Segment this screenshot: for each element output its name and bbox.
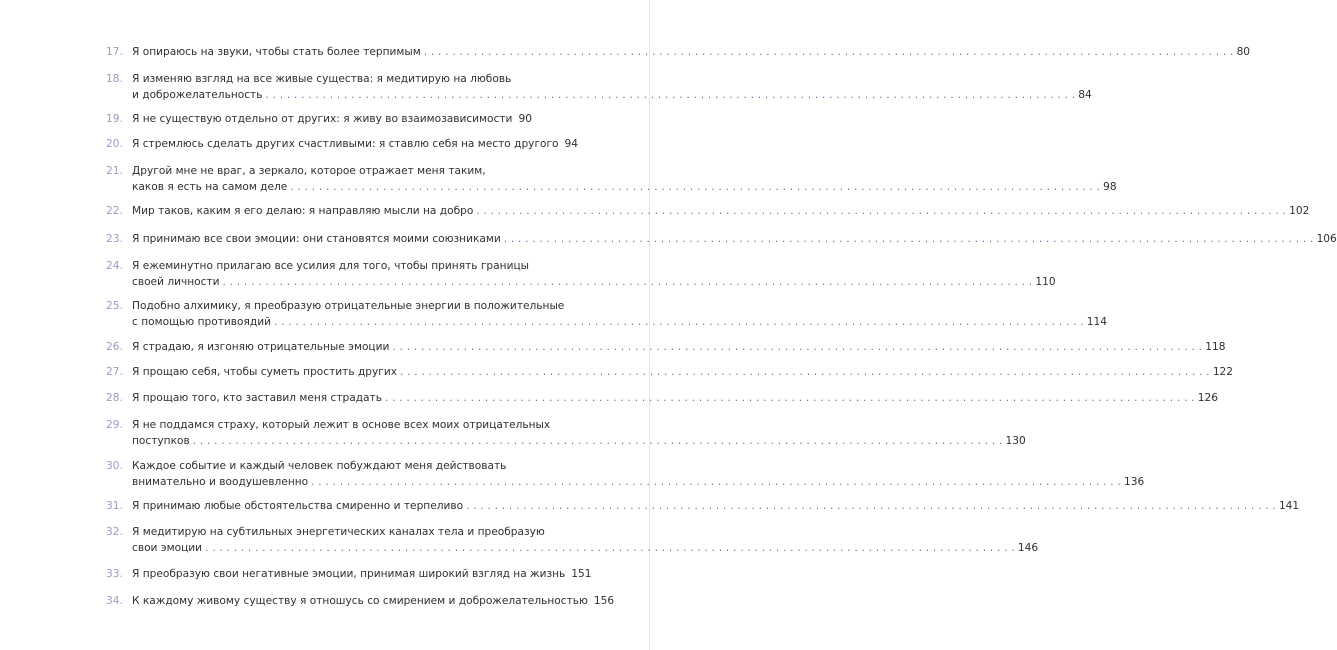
toc-entry[interactable]	[106, 258, 1056, 290]
toc-entry[interactable]	[106, 390, 1219, 406]
toc-page-number: 122	[1212, 366, 1234, 378]
toc-entry-line	[132, 136, 579, 152]
toc-dot-leader	[400, 364, 1210, 380]
toc-entry[interactable]	[106, 71, 1092, 103]
toc-entry-line	[132, 111, 532, 127]
toc-entry-number: 32.	[106, 526, 123, 538]
toc-entry-title: Я ежеминутно прилагаю все усилия для того, чтобы принять границы	[132, 260, 530, 272]
toc-entry-title: и доброжелательность	[132, 89, 263, 101]
toc-entry-line	[132, 314, 1108, 330]
toc-entry[interactable]	[106, 458, 1145, 490]
toc-entry-number: 34.	[106, 595, 123, 607]
toc-entry-body	[132, 231, 1337, 247]
toc-entry-number: 22.	[106, 205, 123, 217]
toc-entry-line	[132, 87, 1092, 103]
toc-entry[interactable]	[106, 417, 1026, 449]
toc-entry-line	[132, 298, 565, 314]
toc-entry[interactable]	[106, 231, 1337, 247]
toc-entry-line	[132, 540, 1039, 556]
toc-entry[interactable]	[106, 498, 1300, 514]
toc-entry[interactable]	[106, 44, 1251, 60]
toc-dot-leader	[223, 274, 1033, 290]
toc-entry-body	[132, 136, 579, 152]
toc-entry-title: свои эмоции	[132, 542, 203, 554]
toc-dot-leader	[424, 44, 1234, 60]
toc-entry[interactable]	[106, 298, 1108, 330]
toc-entry-body	[132, 566, 592, 582]
toc-entry-body	[132, 593, 615, 609]
toc-dot-leader	[290, 179, 1100, 195]
toc-entry-line	[132, 364, 1234, 380]
toc-dot-leader	[385, 390, 1195, 406]
toc-entry-title: своей личности	[132, 276, 220, 288]
toc-entry-body	[132, 364, 1234, 380]
toc-entry-number: 18.	[106, 73, 123, 85]
toc-page-number: 146	[1017, 542, 1039, 554]
toc-entry-title: каков я есть на самом деле	[132, 181, 288, 193]
toc-entry-title: Я опираюсь на звуки, чтобы стать более терпимым	[132, 46, 421, 58]
toc-entry-body	[132, 524, 1039, 556]
toc-entry-line	[132, 203, 1310, 219]
toc-page-number: 118	[1205, 341, 1226, 353]
toc-entry[interactable]	[106, 593, 615, 609]
toc-entry-line	[132, 417, 551, 433]
toc-entry-title: поступков	[132, 435, 190, 447]
toc-entry-body	[132, 458, 1145, 490]
toc-entry-title: Другой мне не враг, а зеркало, которое отражает меня таким,	[132, 165, 486, 177]
toc-entry-line	[132, 524, 545, 540]
toc-entry-line	[132, 339, 1226, 355]
toc-entry-number: 28.	[106, 392, 123, 404]
toc-entry-title: Я не существую отдельно от других: я живу во взаимозависимости	[132, 113, 513, 125]
toc-entry-title: Подобно алхимику, я преобразую отрицательные энергии в положительные	[132, 300, 565, 312]
toc-entry[interactable]	[106, 566, 592, 582]
toc-entry-number: 30.	[106, 460, 123, 472]
toc-page-number: 102	[1289, 205, 1310, 217]
toc-entry-line	[132, 593, 615, 609]
toc-entry-number: 19.	[106, 113, 123, 125]
toc-entry[interactable]	[106, 339, 1226, 355]
toc-page-number: 151	[571, 568, 592, 580]
toc-entry-number: 23.	[106, 233, 123, 245]
toc-entry-line	[132, 458, 532, 474]
toc-entry-title: Я прощаю себя, чтобы суметь простить других	[132, 366, 397, 378]
toc-entry[interactable]	[106, 364, 1234, 380]
toc-entry[interactable]	[106, 163, 1117, 195]
toc-entry-title: Я принимаю любые обстоятельства смиренно и терпеливо	[132, 500, 464, 512]
toc-entry-number: 20.	[106, 138, 123, 150]
toc-entry[interactable]	[106, 524, 1039, 556]
toc-entry-number: 27.	[106, 366, 123, 378]
toc-entry-body	[132, 111, 532, 127]
toc-dot-leader	[274, 314, 1084, 330]
toc-entry-body	[132, 339, 1226, 355]
toc-entry-title: Я изменяю взгляд на все живые существа: я медитирую на любовь	[132, 73, 512, 85]
toc-entry-title: Я прощаю того, кто заставил меня страдать	[132, 392, 382, 404]
toc-dot-leader	[311, 474, 1121, 490]
toc-entry-line	[132, 231, 1337, 247]
toc-entry-body	[132, 71, 1092, 103]
toc-entry[interactable]	[106, 136, 579, 152]
toc-page-number: 130	[1005, 435, 1026, 447]
toc-entry-number: 33.	[106, 568, 123, 580]
toc-entry-body	[132, 163, 1117, 195]
toc-entry-number: 24.	[106, 260, 123, 272]
toc-entry-body	[132, 498, 1300, 514]
toc-dot-leader	[476, 203, 1286, 219]
toc-entry-line	[132, 163, 532, 179]
toc-entry-line	[132, 433, 1026, 449]
toc-entry-title: Каждое событие и каждый человек побуждают меня действовать	[132, 460, 507, 472]
toc-entry-body	[132, 390, 1219, 406]
toc-page-number: 110	[1035, 276, 1056, 288]
toc-entry-title: с помощью противоядий	[132, 316, 271, 328]
toc-page-number: 106	[1316, 233, 1337, 245]
toc-entry-line	[132, 71, 532, 87]
toc-entry-title: Я не поддамся страху, который лежит в основе всех моих отрицательных	[132, 419, 551, 431]
toc-dot-leader	[205, 540, 1015, 556]
toc-dot-leader	[504, 231, 1314, 247]
toc-entry-body	[132, 417, 1026, 449]
toc-entry-line	[132, 566, 592, 582]
toc-entry-number: 21.	[106, 165, 123, 177]
toc-entry-title: Я стремлюсь сделать других счастливыми: я ставлю себя на место другого	[132, 138, 559, 150]
toc-entry-title: Я медитирую на субтильных энергетических каналах тела и преобразую	[132, 526, 545, 538]
toc-entry-title: Мир таков, каким я его делаю: я направляю мысли на добро	[132, 205, 474, 217]
toc-entry-number: 31.	[106, 500, 123, 512]
toc-entry-title: Я преобразую свои негативные эмоции, принимая широкий взгляд на жизнь	[132, 568, 566, 580]
toc-entry-body	[132, 298, 1108, 330]
toc-page-number: 156	[593, 595, 615, 607]
toc-entry-line	[132, 179, 1117, 195]
toc-entry-title: К каждому живому существу я отношусь со смирением и доброжелательностью	[132, 595, 588, 607]
toc-entry[interactable]	[106, 111, 532, 127]
toc-dot-leader	[265, 87, 1075, 103]
toc-dot-leader	[392, 339, 1202, 355]
toc-entry[interactable]	[106, 203, 1310, 219]
toc-entry-line	[132, 474, 1145, 490]
toc-entry-number: 25.	[106, 300, 123, 312]
toc-entry-line	[132, 44, 1251, 60]
toc-page-number: 80	[1236, 46, 1251, 58]
toc-dot-leader	[193, 433, 1003, 449]
toc-entry-body	[132, 203, 1310, 219]
toc-page-number: 94	[564, 138, 579, 150]
toc-entry-line	[132, 390, 1219, 406]
toc-entry-body	[132, 44, 1251, 60]
toc-entry-number: 26.	[106, 341, 123, 353]
toc-page-number: 98	[1103, 181, 1117, 193]
toc-page-number: 90	[518, 113, 532, 125]
toc-entry-title: внимательно и воодушевленно	[132, 476, 309, 488]
toc-entry-line	[132, 498, 1300, 514]
toc-entry-line	[132, 258, 532, 274]
toc-page-number: 126	[1197, 392, 1219, 404]
toc-entry-number: 29.	[106, 419, 123, 431]
toc-entry-line	[132, 274, 1056, 290]
toc-page-number: 136	[1123, 476, 1145, 488]
toc-entry-body	[132, 258, 1056, 290]
toc-page-number: 114	[1086, 316, 1108, 328]
toc-entry-title: Я страдаю, я изгоняю отрицательные эмоции	[132, 341, 390, 353]
toc-entry-title: Я принимаю все свои эмоции: они становятся моими союзниками	[132, 233, 501, 245]
toc-entry-number: 17.	[106, 46, 123, 58]
toc-page-number: 141	[1278, 500, 1300, 512]
toc-page-number: 84	[1078, 89, 1092, 101]
toc-dot-leader	[466, 498, 1276, 514]
